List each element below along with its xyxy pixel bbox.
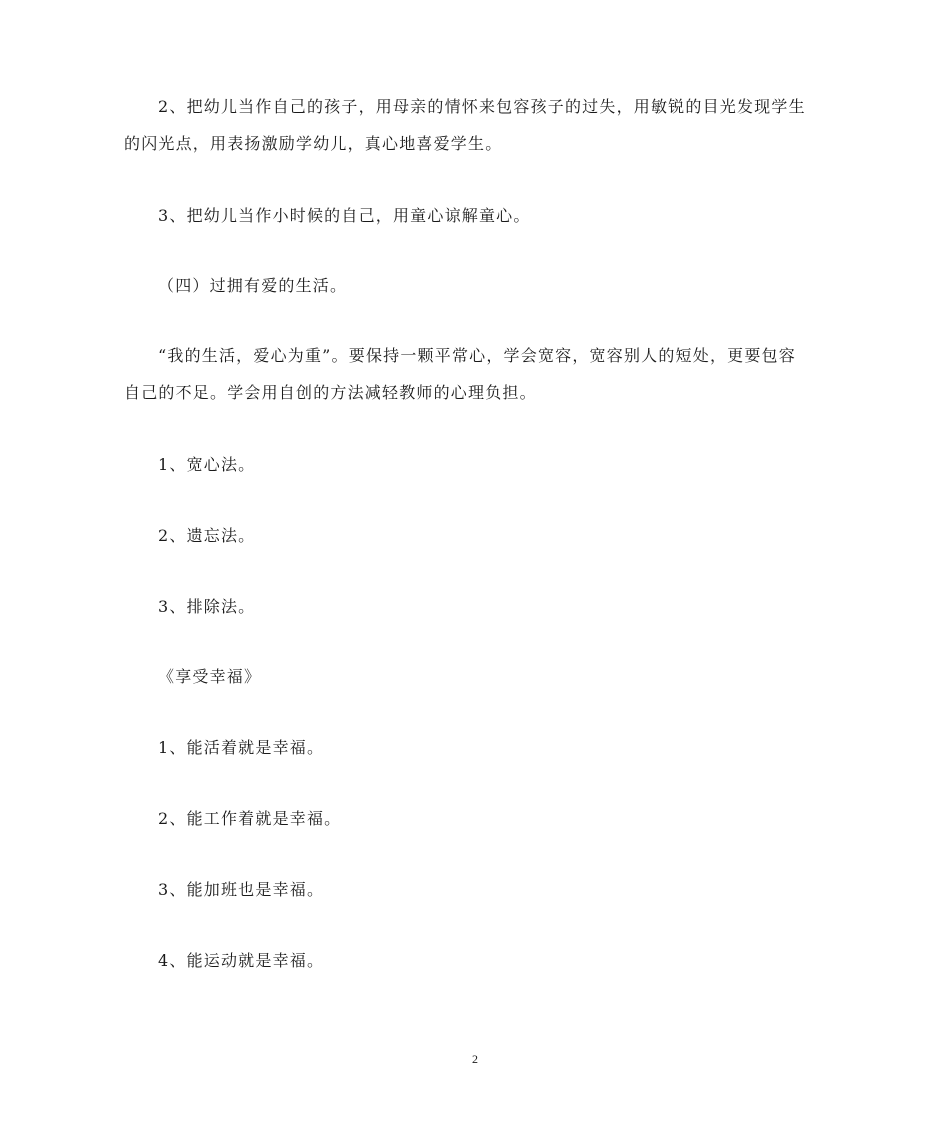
list-item: 1、能活着就是幸福。: [158, 738, 325, 757]
paragraph-line: “我的生活，爱心为重”。要保持一颗平常心，学会宽容，宽容别人的短处，更要包容: [158, 346, 796, 365]
list-item: 1、宽心法。: [158, 455, 256, 474]
paragraph-line: 自己的不足。学会用自创的方法减轻教师的心理负担。: [124, 383, 537, 402]
list-item: 3、排除法。: [158, 597, 256, 616]
paragraph-line: 2、把幼儿当作自己的孩子，用母亲的情怀来包容孩子的过失，用敏锐的目光发现学生: [158, 97, 806, 116]
section-heading: 《享受幸福》: [158, 667, 262, 686]
paragraph-line: 的闪光点，用表扬激励学幼儿，真心地喜爱学生。: [124, 134, 503, 153]
list-item: 2、能工作着就是幸福。: [158, 809, 342, 828]
section-heading: （四）过拥有爱的生活。: [158, 276, 348, 295]
page-number: 2: [472, 1052, 478, 1066]
list-item: 2、遗忘法。: [158, 526, 256, 545]
paragraph-line: 3、把幼儿当作小时候的自己，用童心谅解童心。: [158, 206, 531, 225]
list-item: 3、能加班也是幸福。: [158, 880, 325, 899]
list-item: 4、能运动就是幸福。: [158, 951, 325, 970]
